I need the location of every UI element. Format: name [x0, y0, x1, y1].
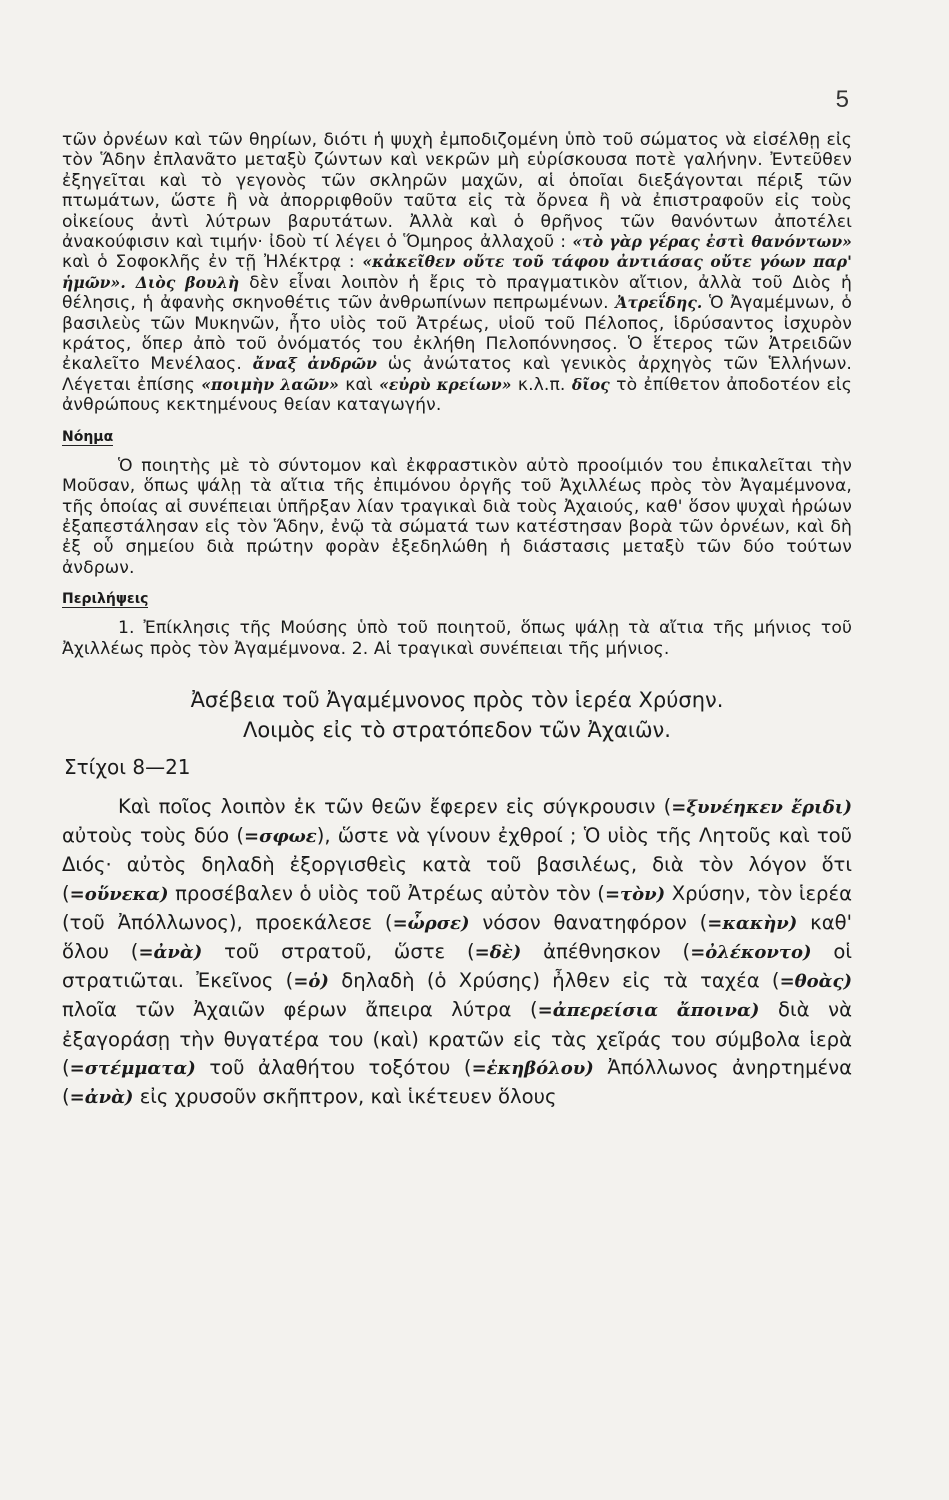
- term-dios-boule: Διὸς βουλὴ: [135, 272, 240, 292]
- text-run: καὶ ὁ Σοφοκλῆς ἐν τῇ Ἠλέκτρᾳ :: [62, 252, 355, 273]
- text-run: Ὁ Ἀγαμέμνων, ὁ βασιλεὺς τῶν Μυκηνῶν, ἦτο υἱὸς τοῦ Ἀτρέως, υἱοῦ τοῦ Πέλοπος, ἱδρύσαντος ἰσχυρὸν κράτος, ὅπερ ἀπὸ τοῦ ὀνόματός του ἐκλήθη Πελοπόννησος. Ὁ ἕτερος τῶν Ἀτρειδῶν ἐκαλεῖτο Μενέλαος.: [62, 293, 852, 375]
- paragraph-noima: Ὁ ποιητὴς μὲ τὸ σύντομον καὶ ἐκφραστικὸν αὐτὸ προοίμιόν του ἐπικαλεῖται τὴν Μοῦσαν, ὅπως ψάλῃ τὰ αἴτια τῆς ἐπιμόνου ὀργῆς τοῦ Ἀχιλλέως πρὸς τὸν Ἀγαμέμνονα, τῆς ὁποίας αἱ συνέπειαι ὑπῆρξαν λίαν τραγικαὶ διὰ τοὺς Ἀχαιούς, καθ' ὅσον ψυχαὶ ἡρώων ἐξαπεστάλησαν εἰς τὸν Ἅδην, ἐνῷ τὰ σώματά των κατέστησαν βορὰ τῶν ὀρνέων, καὶ δὴ ἐξ οὗ σημείου διὰ πρώτην φορὰν ἐξεδηλώθη ἡ διάστασις μεταξὺ τῶν δύο τούτων ἀνδρων.: [62, 455, 852, 578]
- gloss: =θοὰς): [779, 971, 852, 993]
- text-run: τοῦ ἀλαθήτου τοξότου (: [209, 1055, 472, 1079]
- term-dios: δῖος: [571, 374, 610, 394]
- text-run: Ἀπόλλωνος ἀνηρτημένα (: [62, 1055, 852, 1108]
- text-run: δὲν εἶναι λοιπὸν ἡ ἔρις τὸ πραγματικὸν αἴτιον, ἀλλὰ τοῦ Διὸς ἡ θέλησις, ἡ ἀφανὴς σκηνοθέτις τῶν ἀνθρωπίνων πεπρωμένων.: [62, 272, 852, 314]
- text-run: εἰς χρυσοῦν σκῆπτρον, καὶ ἱκέτευεν ὅλους: [139, 1084, 557, 1108]
- gloss: =στέμματα): [69, 1057, 196, 1079]
- paragraph-paraphrase: [62, 793, 852, 1112]
- text-run: προσέβαλεν ὁ υἱὸς τοῦ Ἀτρέως αὐτὸν τὸν (: [175, 881, 605, 905]
- text-run: καθ' ὅλου (: [62, 910, 853, 963]
- gloss: =ὦρσε): [392, 912, 470, 934]
- chapter-title-line-1: Ἀσέβεια τοῦ Ἀγαμέμνονος πρὸς τὸν ἱερέα Χρύσην.: [190, 687, 724, 712]
- page-content: [62, 80, 852, 1112]
- text-run: ), ὥστε νὰ γίνουν ἐχθροί ; Ὁ υἱὸς τῆς Λητοῦς καὶ τοῦ Διός· αὐτὸς δηλαδὴ ἐξοργισθεὶς κατὰ τοῦ βασιλέως, διὰ τὸν λόγον ὅτι (: [62, 824, 853, 905]
- gloss: =οὕνεκα): [69, 883, 169, 905]
- text-run: αὐτοὺς τοὺς δύο (: [62, 824, 244, 848]
- text-run: τοῦ στρατοῦ, ὥστε (: [224, 939, 475, 963]
- text-run: Χρύσην, τὸν ἱερέα (τοῦ Ἀπόλλωνος), προεκάλεσε (: [62, 881, 852, 934]
- term-atreides: Ἀτρεΐδης.: [615, 293, 703, 313]
- gloss: =ξυνέηκεν ἔριδι): [671, 796, 852, 818]
- gloss: =ἀνὰ): [69, 1086, 134, 1108]
- text-run: καὶ: [345, 374, 373, 395]
- gloss: =σφωε: [243, 826, 317, 848]
- gloss: =ἀνὰ): [138, 941, 203, 963]
- heading-noima: Νόημα: [62, 428, 114, 445]
- gloss: =ὀλέκοντο): [690, 941, 812, 963]
- gloss: =ἑκηβόλου): [471, 1057, 594, 1079]
- text-run: ἀπέθνησκον (: [543, 939, 691, 963]
- text-run: κ.λ.π.: [517, 374, 566, 395]
- term-anax-andron: ἄναξ ἀνδρῶν: [252, 354, 377, 374]
- chapter-title-line-2: Λοιμὸς εἰς τὸ στρατόπεδον τῶν Ἀχαιῶν.: [243, 717, 671, 742]
- verse-range: Στίχοι 8—21: [64, 754, 191, 779]
- paragraph-perilipseis: 1. Ἐπίκλησις τῆς Μούσης ὑπὸ τοῦ ποιητοῦ, ὅπως ψάλῃ τὰ αἴτια τῆς μήνιος τοῦ Ἀχιλλέως πρὸς τὸν Ἀγαμέμνονα. 2. Αἱ τραγικαὶ συνέπειαι τῆς μήνιος.: [62, 618, 852, 659]
- page-number: 5: [835, 86, 849, 113]
- quote-sophocles: «κἀκεῖθεν οὔτε τοῦ τάφου ἀντιάσας οὔτε γόων παρ' ἡμῶν».: [62, 252, 852, 292]
- text-run: διὰ νὰ ἐξαγοράσῃ τὴν θυγατέρα του (καὶ) κρατῶν εἰς τὰς χεῖράς του σύμβολα ἱερὰ (: [62, 998, 852, 1079]
- gloss: =δὲ): [474, 941, 522, 963]
- gloss: =κακὴν): [707, 912, 798, 934]
- text-run: τῶν ὀρνέων καὶ τῶν θηρίων, διότι ἡ ψυχὴ ἐμποδιζομένη ὑπὸ τοῦ σώματος νὰ εἰσέλθῃ εἰς τὸν Ἅδην ἐπλανᾶτο μεταξὺ ζώντων καὶ νεκρῶν μὴ εὑρίσκουσα ποτὲ γαλήνην. Ἐντεῦθεν ἐξηγεῖται καὶ τὸ γεγονὸς τῶν σκληρῶν μαχῶν, αἱ ὁποῖαι διεξάγονται πέριξ τῶν πτωμάτων, ὥστε ἢ νὰ ἀπορριφθοῦν ταῦτα εἰς τὰ ὄρνεα ἢ νὰ ἐπιστραφοῦν εἰς τοὺς οἰκείους ἀντὶ λύτρων βαρυτάτων. Ἀλλὰ καὶ ὁ θρῆνος τῶν θανόντων ἀποτέλει ἀνακούφισιν καὶ τιμήν· ἰδοὺ τί λέγει ὁ Ὅμηρος ἀλλαχοῦ :: [62, 130, 852, 253]
- text-run: ὡς ἀνώτατος καὶ γενικὸς ἀρχηγὸς τῶν Ἑλλήνων. Λέγεται ἐπίσης: [62, 354, 852, 395]
- text-run: τὸ ἐπίθετον ἀποδοτέον εἰς ἀνθρώπους κεκτημένους θείαν καταγωγήν.: [62, 374, 852, 416]
- quote-homer: «τὸ γὰρ γέρας ἐστὶ θανόντων»: [572, 232, 852, 252]
- text-run: νόσον θανατηφόρον (: [482, 910, 708, 934]
- text-run: πλοῖα τῶν Ἀχαιῶν φέρων ἄπειρα λύτρα (: [62, 998, 538, 1022]
- text-run: Καὶ ποῖος λοιπὸν ἐκ τῶν θεῶν ἔφερεν εἰς σύγκρουσιν (: [118, 794, 672, 818]
- term-poimen-laon: «ποιμὴν λαῶν»: [201, 374, 339, 394]
- term-eury-kreion: «εὐρὺ κρείων»: [379, 374, 512, 394]
- chapter-title: [62, 685, 852, 745]
- gloss: =τὸν): [604, 883, 666, 905]
- gloss: =ὁ): [293, 971, 329, 993]
- heading-perilipseis: Περιλήψεις: [62, 591, 149, 608]
- paragraph-commentary: [62, 130, 852, 416]
- text-run: δηλαδὴ (ὁ Χρύσης) ἦλθεν εἰς τὰ ταχέα (: [341, 969, 780, 993]
- gloss: =ἀπερείσια ἄποινα): [537, 1000, 760, 1022]
- text-run: οἱ στρατιῶται. Ἐκεῖνος (: [62, 939, 852, 993]
